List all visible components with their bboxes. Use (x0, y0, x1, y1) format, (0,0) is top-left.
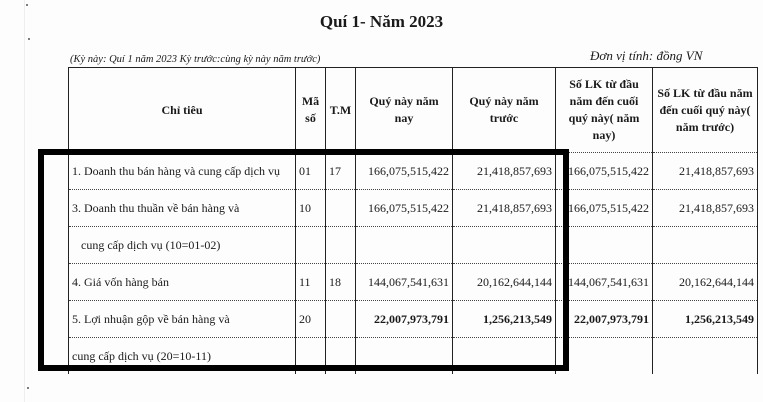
header-quarter-this-year: Quý này năm nay (356, 68, 453, 153)
row-quarter-last-year (453, 227, 556, 264)
row-quarter-last-year: 21,418,857,693 (453, 153, 556, 190)
row-quarter-this-year (356, 227, 453, 264)
row-quarter-this-year: 22,007,973,791 (356, 301, 453, 338)
header-ma-so: Mã số (296, 68, 326, 153)
row-quarter-this-year: 166,075,515,422 (356, 153, 453, 190)
row-quarter-this-year: 166,075,515,422 (356, 190, 453, 227)
row-ytd-last-year: 20,162,644,144 (653, 264, 758, 301)
header-chi-tieu: Chỉ tiêu (69, 68, 296, 153)
table-row (69, 153, 758, 190)
table-row (69, 227, 758, 264)
row-ytd-last-year (653, 338, 758, 375)
row-quarter-last-year: 20,162,644,144 (453, 264, 556, 301)
table-row (69, 301, 758, 338)
row-code: 11 (296, 264, 326, 301)
table-row (69, 264, 758, 301)
row-quarter-this-year (356, 338, 453, 375)
header-ytd-last-year: Số LK từ đầu năm đến cuối quý này( năm trước) (653, 68, 758, 153)
row-ytd-this-year: 22,007,973,791 (556, 301, 653, 338)
row-quarter-last-year: 1,256,213,549 (453, 301, 556, 338)
period-note: (Kỳ này: Quí 1 năm 2023 Kỳ trước:cùng kỳ này năm trước) (70, 54, 321, 65)
row-quarter-last-year: 21,418,857,693 (453, 190, 556, 227)
row-ytd-last-year: 21,418,857,693 (653, 153, 758, 190)
row-code: 20 (296, 301, 326, 338)
row-label: cung cấp dịch vụ (10=01-02) (69, 227, 296, 264)
scan-speck (28, 38, 30, 40)
row-quarter-last-year (453, 338, 556, 375)
row-note (326, 338, 356, 375)
table-row (69, 338, 758, 375)
row-code (296, 338, 326, 375)
income-statement-table (68, 67, 758, 374)
row-note: 18 (326, 264, 356, 301)
row-note (326, 301, 356, 338)
table-header-row (69, 68, 758, 153)
row-quarter-this-year: 144,067,541,631 (356, 264, 453, 301)
row-ytd-last-year: 21,418,857,693 (653, 190, 758, 227)
scan-edge (24, 0, 25, 402)
row-ytd-this-year: 166,075,515,422 (556, 153, 653, 190)
row-label: 5. Lợi nhuận gộp về bán hàng và (69, 301, 296, 338)
row-ytd-last-year (653, 227, 758, 264)
row-note (326, 190, 356, 227)
row-ytd-this-year: 166,075,515,422 (556, 190, 653, 227)
row-label: cung cấp dịch vụ (20=10-11) (69, 338, 296, 375)
header-ytd-this-year: Số LK từ đầu năm đến cuối quý này( năm nay) (556, 68, 653, 153)
header-thuyet-minh: T.M (326, 68, 356, 153)
row-ytd-last-year: 1,256,213,549 (653, 301, 758, 338)
row-code: 01 (296, 153, 326, 190)
scan-speck (27, 387, 29, 389)
row-code (296, 227, 326, 264)
row-ytd-this-year: 144,067,541,631 (556, 264, 653, 301)
row-note (326, 227, 356, 264)
row-ytd-this-year (556, 338, 653, 375)
row-label: 1. Doanh thu bán hàng và cung cấp dịch vụ (69, 153, 296, 190)
row-label: 4. Giá vốn hàng bán (69, 264, 296, 301)
row-code: 10 (296, 190, 326, 227)
row-ytd-this-year (556, 227, 653, 264)
scan-speck (26, 4, 28, 6)
header-quarter-last-year: Quý này năm trước (453, 68, 556, 153)
report-title: Quí 1- Năm 2023 (319, 12, 444, 31)
row-label: 3. Doanh thu thuần về bán hàng và (69, 190, 296, 227)
table-row (69, 190, 758, 227)
row-note: 17 (326, 153, 356, 190)
unit-note: Đơn vị tính: đồng VN (590, 48, 703, 63)
